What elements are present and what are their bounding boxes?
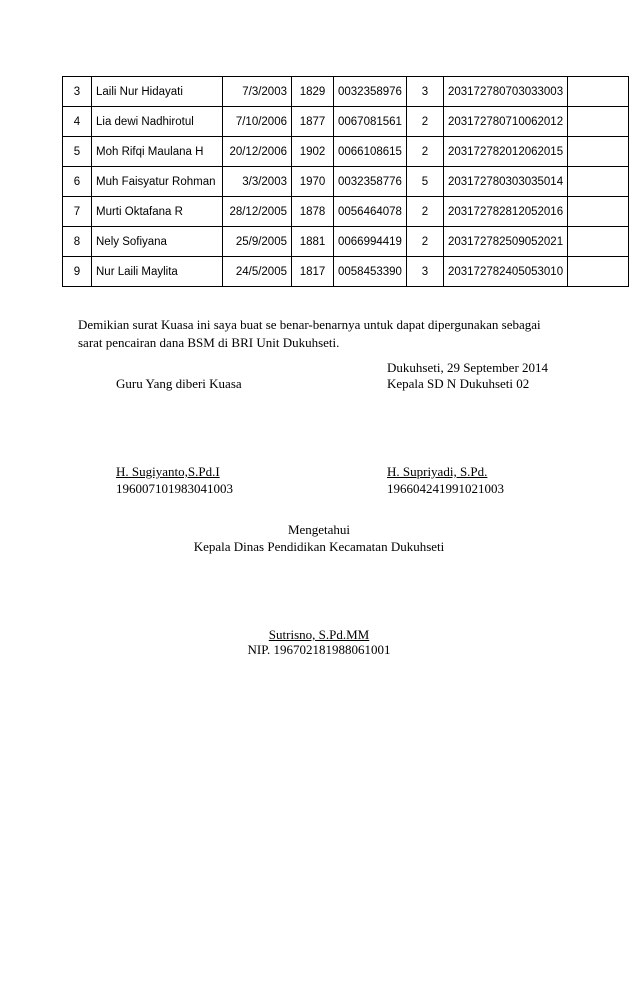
right-signatory-role: Kepala SD N Dukuhseti 02 (387, 376, 530, 391)
student-id: 203172782405053010 (443, 257, 567, 287)
nisn: 0066108615 (334, 137, 407, 167)
birth-date: 28/12/2005 (223, 197, 292, 227)
left-signatory-role: Guru Yang diberi Kuasa (116, 376, 242, 391)
approval-nip: NIP. 196702181988061001 (247, 642, 391, 657)
right-signatory-name: H. Supriyadi, S.Pd. (387, 464, 488, 479)
student-code: 1878 (292, 197, 334, 227)
row-number: 6 (63, 167, 92, 197)
table-row (63, 227, 629, 257)
table-row (63, 257, 629, 287)
student-name: Nur Laili Maylita (92, 257, 223, 287)
birth-date: 3/3/2003 (223, 167, 292, 197)
row-number: 5 (63, 137, 92, 167)
student-name: Nely Sofiyana (92, 227, 223, 257)
class-level: 2 (406, 137, 443, 167)
table-row (63, 167, 629, 197)
student-id: 203172780303035014 (443, 167, 567, 197)
class-level: 3 (406, 257, 443, 287)
class-level: 2 (406, 227, 443, 257)
table-row (63, 137, 629, 167)
empty-cell (568, 167, 629, 197)
row-number: 3 (63, 77, 92, 107)
place-date: Dukuhseti, 29 September 2014 (387, 360, 549, 375)
student-code: 1881 (292, 227, 334, 257)
student-id: 203172782012062015 (443, 137, 567, 167)
student-id: 203172780710062012 (443, 107, 567, 137)
class-level: 3 (406, 77, 443, 107)
empty-cell (568, 107, 629, 137)
birth-date: 7/3/2003 (223, 77, 292, 107)
right-signatory-nip: 196604241991021003 (387, 481, 504, 496)
class-level: 2 (406, 107, 443, 137)
student-name: Muh Faisyatur Rohman (92, 167, 223, 197)
closing-line-2: sarat pencairan dana BSM di BRI Unit Dukuhseti. (78, 335, 340, 350)
student-code: 1829 (292, 77, 334, 107)
left-signatory-name: H. Sugiyanto,S.Pd.I (116, 464, 220, 479)
row-number: 4 (63, 107, 92, 137)
approval-label: Mengetahui (287, 522, 351, 537)
student-code: 1817 (292, 257, 334, 287)
approval-role: Kepala Dinas Pendidikan Kecamatan Dukuhseti (193, 539, 445, 554)
birth-date: 20/12/2006 (223, 137, 292, 167)
table-row (63, 197, 629, 227)
empty-cell (568, 257, 629, 287)
class-level: 5 (406, 167, 443, 197)
closing-statement (78, 316, 558, 352)
student-name: Moh Rifqi Maulana H (92, 137, 223, 167)
row-number: 7 (63, 197, 92, 227)
birth-date: 7/10/2006 (223, 107, 292, 137)
birth-date: 24/5/2005 (223, 257, 292, 287)
table-row (63, 77, 629, 107)
student-table-body (63, 77, 629, 287)
student-name: Laili Nur Hidayati (92, 77, 223, 107)
nisn: 0032358776 (334, 167, 407, 197)
student-table (62, 76, 629, 287)
empty-cell (568, 137, 629, 167)
nisn: 0066994419 (334, 227, 407, 257)
student-name: Lia dewi Nadhirotul (92, 107, 223, 137)
student-code: 1902 (292, 137, 334, 167)
student-id: 203172782509052021 (443, 227, 567, 257)
empty-cell (568, 77, 629, 107)
nisn: 0056464078 (334, 197, 407, 227)
nisn: 0058453390 (334, 257, 407, 287)
student-id: 203172780703033003 (443, 77, 567, 107)
table-row (63, 107, 629, 137)
student-name: Murti Oktafana R (92, 197, 223, 227)
nisn: 0032358976 (334, 77, 407, 107)
birth-date: 25/9/2005 (223, 227, 292, 257)
empty-cell (568, 197, 629, 227)
student-code: 1877 (292, 107, 334, 137)
left-signatory-nip: 196007101983041003 (116, 481, 233, 496)
empty-cell (568, 227, 629, 257)
row-number: 8 (63, 227, 92, 257)
approval-name: Sutrisno, S.Pd.MM (268, 627, 370, 642)
closing-line-1: Demikian surat Kuasa ini saya buat se benar-benarnya untuk dapat dipergunakan sebagai (78, 317, 541, 332)
student-code: 1970 (292, 167, 334, 197)
nisn: 0067081561 (334, 107, 407, 137)
student-id: 203172782812052016 (443, 197, 567, 227)
class-level: 2 (406, 197, 443, 227)
row-number: 9 (63, 257, 92, 287)
